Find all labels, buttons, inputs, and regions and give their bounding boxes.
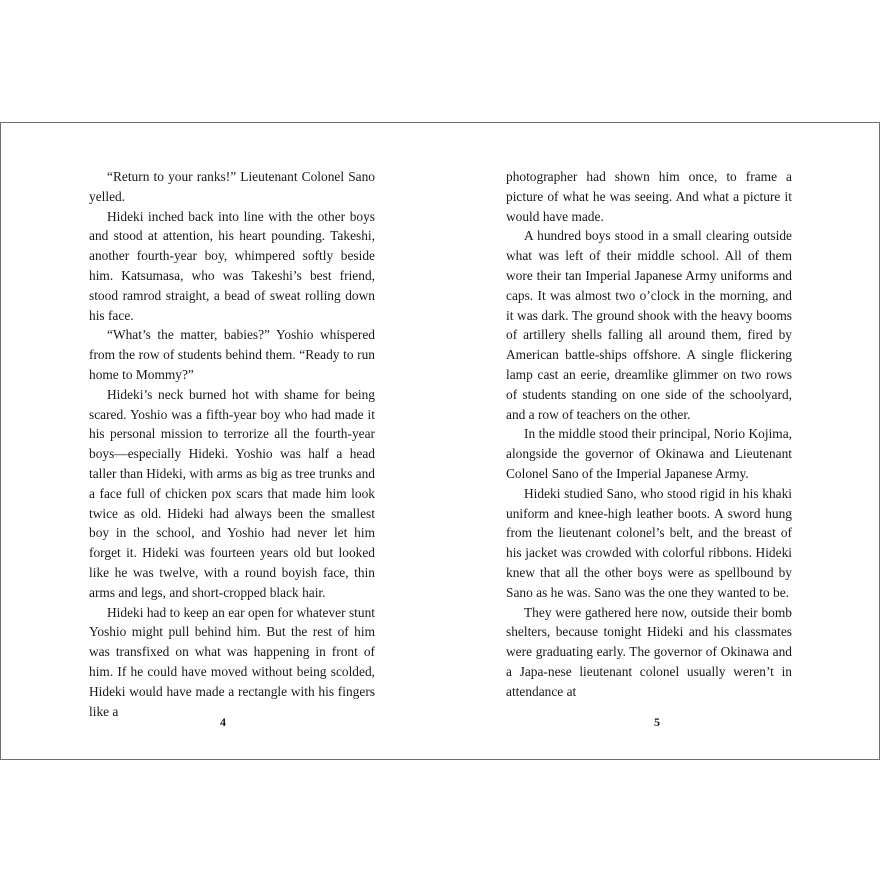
left-page-text (89, 167, 375, 721)
left-page (1, 123, 440, 759)
paragraph: “Return to your ranks!” Lieutenant Colonel Sano yelled. (89, 169, 375, 204)
paragraph: Hideki’s neck burned hot with shame for being scared. Yoshio was a fifth-year boy who had made it his personal mission to terrorize all the fourth-year boys—especially Hideki. Yoshio was half a head taller than Hideki, with arms as big as tree trunks and a face full of chicken pox scars that made him look twice as old. Hideki had always been the smallest boy in the school, and Yoshio had never let him forget it. Hideki was fourteen years old but looked like he was twelve, with a round boyish face, thin arms and legs, and short-cropped black hair. (89, 386, 375, 600)
book-spread (0, 122, 880, 760)
paragraph-continuation: photographer had shown him once, to frame a picture of what he was seeing. And what a picture it would have made. (506, 169, 792, 224)
paragraph: They were gathered here now, outside their bomb shelters, because tonight Hideki and his classmates were graduating early. The governor of Okinawa and a Japa-nese lieutenant colonel usually weren’t in attendance at (506, 604, 792, 699)
paragraph: A hundred boys stood in a small clearing outside what was left of their middle school. All of them wore their tan Imperial Japanese Army uniforms and caps. It was almost two o’clock in the morning, and it was dark. The ground shook with the heavy booms of artillery shells falling all around them, fired by American battle-ships offshore. A single flickering lamp cast an eerie, dreamlike glimmer on two rows of students standing on one side of the schoolyard, and a row of teachers on the other. (506, 228, 792, 422)
right-page-text (506, 167, 792, 702)
paragraph: Hideki had to keep an ear open for whatever stunt Yoshio might pull behind him. But the rest of him was transfixed on what was happening in front of him. If he could have moved without being scolded, Hideki would have made a rectangle with his fingers like a (89, 604, 375, 719)
paragraph: Hideki studied Sano, who stood rigid in his khaki uniform and knee-high leather boots. A sword hung from the lieutenant colonel’s belt, and the breast of his jacket was crowded with colorful ribbons. Hideki knew that all the other boys were as spellbound by Sano as he was. Sano was the one they wanted to be. (506, 485, 792, 600)
page-number: 4 (220, 715, 226, 729)
paragraph: “What’s the matter, babies?” Yoshio whispered from the row of students behind them. “Ready to run home to Mommy?” (89, 327, 375, 382)
page-number: 5 (654, 715, 660, 729)
paragraph: In the middle stood their principal, Norio Kojima, alongside the governor of Okinawa and Lieutenant Colonel Sano of the Imperial Japanese Army. (506, 426, 792, 481)
paragraph: Hideki inched back into line with the other boys and stood at attention, his heart pounding. Takeshi, another fourth-year boy, whimpered softly beside him. Katsumasa, who was Takeshi’s best friend, stood ramrod straight, a bead of sweat rolling down his face. (89, 208, 375, 323)
right-page (440, 123, 879, 759)
